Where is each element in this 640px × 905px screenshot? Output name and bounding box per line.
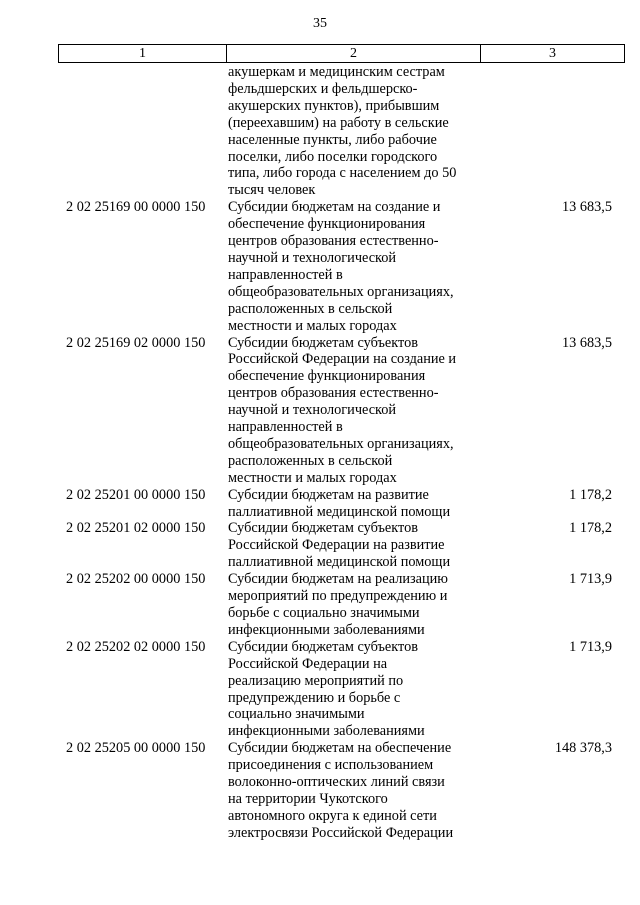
table-row	[58, 740, 625, 841]
row-amount: 1 713,9	[569, 638, 612, 655]
budget-code: 2 02 25169 00 0000 150	[66, 199, 206, 216]
budget-code: 2 02 25201 02 0000 150	[66, 520, 206, 537]
column-header-description: 2	[227, 45, 481, 62]
table-row	[58, 639, 625, 740]
row-description: Субсидии бюджетам на создание и обеспечение функционирования центров образования естественно- научной и технологической направленностей в общеобразовательных организациях, расположенных в сельской местности и малых городах	[228, 199, 454, 334]
table-row	[58, 571, 625, 639]
row-description: Субсидии бюджетам на развитие паллиативной медицинской помощи	[228, 486, 451, 520]
row-description: Субсидии бюджетам на реализацию мероприятий по предупреждению и борьбе с социально значимыми инфекционными заболеваниями	[228, 571, 448, 638]
table-row	[58, 64, 625, 199]
table-body	[58, 64, 625, 842]
budget-code: 2 02 25202 02 0000 150	[66, 638, 206, 655]
budget-code: 2 02 25169 02 0000 150	[66, 334, 206, 351]
row-description: Субсидии бюджетам на обеспечение присоединения с использованием волоконно-оптических линий связи на территории Чукотского автономного округа к единой сети электросвязи Российской Федерации	[228, 740, 454, 841]
row-amount: 1 178,2	[569, 486, 612, 503]
page-number: 35	[313, 16, 327, 31]
table-row	[58, 520, 625, 571]
budget-code: 2 02 25201 00 0000 150	[66, 486, 206, 503]
row-description: Субсидии бюджетам субъектов Российской Федерации на реализацию мероприятий по предупреждению и борьбе с социально значимыми инфекционными заболеваниями	[228, 638, 425, 740]
row-description: акушеркам и медицинским сестрам фельдшерских и фельдшерско- акушерских пунктов), прибывшим (переехавшим) на работу в сельские населенные пункты, либо рабочие поселки, либо поселки городского типа, либо города с населением до 50 тысяч человек	[228, 64, 457, 199]
row-amount	[483, 64, 625, 199]
table-header	[58, 44, 625, 63]
row-amount: 148 378,3	[554, 740, 612, 757]
row-description: Субсидии бюджетам субъектов Российской Федерации на создание и обеспечение функционирования центров образования естественно- научной и технологической направленностей в общеобразовательных организациях, расположенных в сельской местности и малых городах	[228, 334, 457, 486]
row-description: Субсидии бюджетам субъектов Российской Федерации на развитие паллиативной медицинской помощи	[228, 520, 451, 571]
table-row	[58, 199, 625, 334]
budget-code	[58, 64, 228, 199]
budget-code: 2 02 25202 00 0000 150	[66, 571, 206, 588]
column-header-code: 1	[59, 45, 227, 62]
column-header-amount: 3	[549, 45, 556, 61]
row-amount: 1 178,2	[569, 520, 612, 537]
row-amount: 1 713,9	[569, 571, 612, 588]
table-row	[58, 487, 625, 521]
row-amount: 13 683,5	[561, 199, 612, 216]
table-row	[58, 335, 625, 487]
budget-code: 2 02 25205 00 0000 150	[66, 740, 206, 757]
row-amount: 13 683,5	[561, 334, 612, 351]
